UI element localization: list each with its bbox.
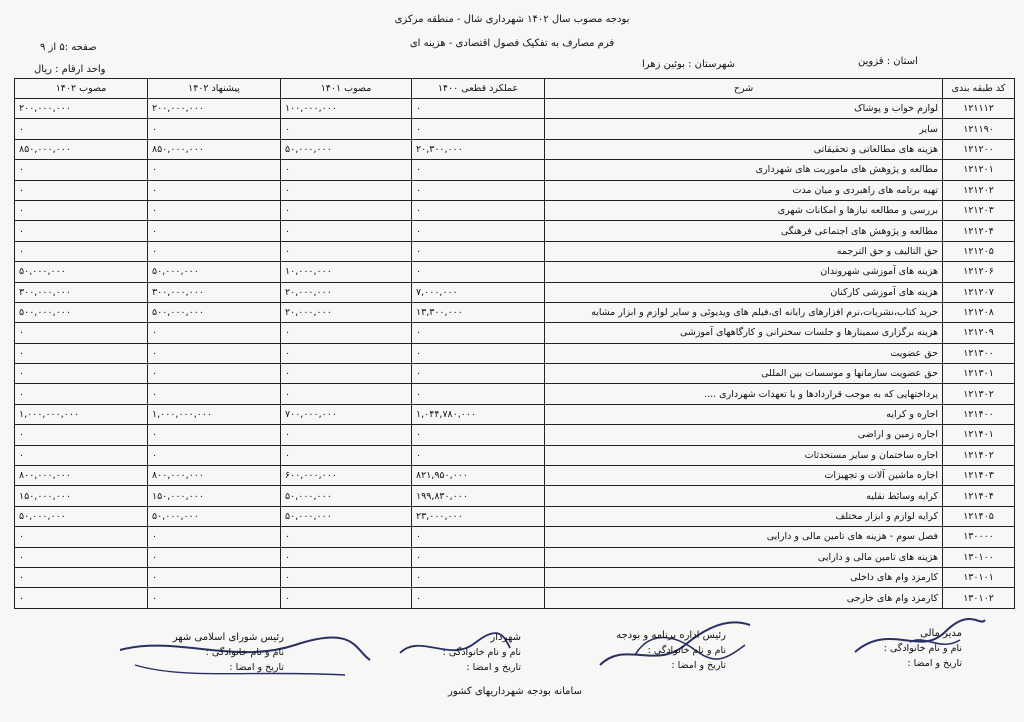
cell-code: ۱۲۱۲۰۴ [943,221,1015,241]
cell-description: اجاره ساختمان و سایر مستحدثات [545,445,943,465]
form-title-line2: فرم مصارف به تفکیک فصول اقتصادی - هزینه ای [409,38,615,49]
cell-proposed-1402: ۰ [148,384,281,404]
province-label: استان : قزوین [858,56,918,67]
table-row [15,160,1015,180]
column-header: شرح [545,79,943,99]
cell-description: اجاره و کرایه [545,404,943,424]
cell-proposed-1402: ۸۰۰,۰۰۰,۰۰۰ [148,466,281,486]
table-row [15,323,1015,343]
cell-approved-1401: ۲۰,۰۰۰,۰۰۰ [281,302,412,322]
cell-approved-1402: ۰ [15,241,148,261]
cell-description: هزینه های آموزشی شهروندان [545,262,943,282]
cell-actual-1400: ۰ [412,527,545,547]
signature-council-head [173,632,284,677]
cell-description: پرداختهایی که به موجب قراردادها و یا تعهدات شهرداری .... [545,384,943,404]
cell-code: ۱۲۱۳۰۰ [943,343,1015,363]
cell-proposed-1402: ۰ [148,343,281,363]
cell-description: هزینه های مطالعاتی و تحقیقاتی [545,139,943,159]
cell-description: لوازم خواب و پوشاک [545,99,943,119]
cell-approved-1401: ۰ [281,119,412,139]
cell-description: مطالعه و پژوهش های اجتماعی فرهنگی [545,221,943,241]
unit-label: واحد ارقام : ریال [34,64,106,75]
cell-approved-1402: ۰ [15,343,148,363]
cell-approved-1402: ۰ [15,527,148,547]
cell-actual-1400: ۰ [412,221,545,241]
cell-actual-1400: ۰ [412,241,545,261]
cell-proposed-1402: ۵۰,۰۰۰,۰۰۰ [148,262,281,282]
cell-approved-1401: ۱۰,۰۰۰,۰۰۰ [281,262,412,282]
table-row [15,506,1015,526]
table-row [15,302,1015,322]
cell-description: فصل سوم - هزینه های تامین مالی و دارایی [545,527,943,547]
cell-approved-1402: ۰ [15,567,148,587]
column-header: کد طبقه بندی [943,79,1015,99]
cell-description: حق عضویت [545,343,943,363]
cell-approved-1401: ۵۰,۰۰۰,۰۰۰ [281,486,412,506]
cell-proposed-1402: ۲۰۰,۰۰۰,۰۰۰ [148,99,281,119]
cell-approved-1401: ۰ [281,588,412,608]
cell-approved-1401: ۰ [281,567,412,587]
cell-proposed-1402: ۰ [148,180,281,200]
cell-description: هزینه های تامین مالی و دارایی [545,547,943,567]
signature-date-label: تاریخ و امضا : [671,660,726,671]
table-row [15,139,1015,159]
cell-proposed-1402: ۰ [148,547,281,567]
cell-approved-1402: ۰ [15,323,148,343]
cell-approved-1401: ۰ [281,180,412,200]
cell-actual-1400: ۰ [412,445,545,465]
signature-role: رئیس شورای اسلامی شهر [172,632,284,643]
county-label: شهرستان : بوئین زهرا [642,59,735,70]
signature-name-label: نام و نام خانوادگی : [883,643,962,654]
cell-description: کارمزد وام های خارجی [545,588,943,608]
cell-approved-1401: ۶۰۰,۰۰۰,۰۰۰ [281,466,412,486]
page-number: صفحه :۵ از ۹ [40,42,97,53]
cell-code: ۱۳۰۱۰۲ [943,588,1015,608]
cell-code: ۱۲۱۲۰۲ [943,180,1015,200]
cell-proposed-1402: ۰ [148,200,281,220]
signature-name-label: نام و نام خانوادگی : [442,647,521,658]
cell-code: ۱۳۰۱۰۱ [943,567,1015,587]
cell-description: حق التالیف و حق الترجمه [545,241,943,261]
cell-approved-1402: ۸۰۰,۰۰۰,۰۰۰ [15,466,148,486]
table-row [15,425,1015,445]
table-row [15,180,1015,200]
cell-approved-1401: ۰ [281,200,412,220]
cell-proposed-1402: ۰ [148,588,281,608]
cell-actual-1400: ۰ [412,343,545,363]
table-row [15,404,1015,424]
cell-approved-1402: ۰ [15,200,148,220]
table-row [15,221,1015,241]
cell-code: ۱۲۱۲۰۳ [943,200,1015,220]
cell-approved-1401: ۰ [281,547,412,567]
cell-approved-1401: ۰ [281,527,412,547]
cell-code: ۱۲۱۲۰۸ [943,302,1015,322]
cell-proposed-1402: ۰ [148,241,281,261]
cell-proposed-1402: ۱,۰۰۰,۰۰۰,۰۰۰ [148,404,281,424]
cell-code: ۱۲۱۴۰۲ [943,445,1015,465]
table-row [15,364,1015,384]
cell-proposed-1402: ۰ [148,323,281,343]
cell-approved-1402: ۵۰۰,۰۰۰,۰۰۰ [15,302,148,322]
table-row [15,262,1015,282]
cell-code: ۱۳۰۱۰۰ [943,547,1015,567]
cell-approved-1401: ۵۰,۰۰۰,۰۰۰ [281,506,412,526]
table-row [15,466,1015,486]
signature-name-label: نام و نام خانوادگی : [647,645,726,656]
table-row [15,241,1015,261]
cell-description: مطالعه و پژوهش های ماموریت های شهرداری [545,160,943,180]
cell-approved-1402: ۸۵۰,۰۰۰,۰۰۰ [15,139,148,159]
cell-actual-1400: ۲۳,۰۰۰,۰۰۰ [412,506,545,526]
cell-code: ۱۲۱۳۰۲ [943,384,1015,404]
cell-proposed-1402: ۰ [148,445,281,465]
cell-code: ۱۲۱۴۰۴ [943,486,1015,506]
cell-proposed-1402: ۰ [148,567,281,587]
signature-mayor [443,632,521,677]
cell-approved-1402: ۳۰۰,۰۰۰,۰۰۰ [15,282,148,302]
cell-proposed-1402: ۰ [148,425,281,445]
cell-description: تهیه برنامه های راهبردی و میان مدت [545,180,943,200]
cell-actual-1400: ۰ [412,160,545,180]
cell-description: کرایه لوازم و ابزار مختلف [545,506,943,526]
signature-role: رئیس اداره برنامه و بودجه [616,630,726,641]
cell-proposed-1402: ۳۰۰,۰۰۰,۰۰۰ [148,282,281,302]
signature-date-label: تاریخ و امضا : [229,662,284,673]
cell-description: سایر [545,119,943,139]
cell-approved-1401: ۰ [281,221,412,241]
cell-description: اجاره زمین و اراضی [545,425,943,445]
cell-description: خرید کتاب،نشریات،نرم افزارهای رایانه ای،فیلم های ویدیوئی و سایر لوازم و ابزار مشابه [545,302,943,322]
budget-table [14,78,1015,609]
cell-approved-1401: ۰ [281,160,412,180]
cell-proposed-1402: ۰ [148,364,281,384]
cell-approved-1401: ۰ [281,384,412,404]
cell-actual-1400: ۰ [412,180,545,200]
cell-code: ۱۲۱۲۰۱ [943,160,1015,180]
cell-approved-1401: ۷۰۰,۰۰۰,۰۰۰ [281,404,412,424]
table-row [15,99,1015,119]
cell-code: ۱۲۱۱۹۰ [943,119,1015,139]
cell-approved-1401: ۲۰,۰۰۰,۰۰۰ [281,282,412,302]
cell-actual-1400: ۲۰,۳۰۰,۰۰۰ [412,139,545,159]
table-row [15,200,1015,220]
cell-approved-1401: ۰ [281,343,412,363]
signature-role: مدیر مالی [920,628,962,639]
cell-approved-1402: ۱۵۰,۰۰۰,۰۰۰ [15,486,148,506]
cell-actual-1400: ۰ [412,425,545,445]
cell-actual-1400: ۰ [412,567,545,587]
cell-actual-1400: ۱,۰۴۴,۷۸۰,۰۰۰ [412,404,545,424]
cell-actual-1400: ۰ [412,588,545,608]
cell-approved-1402: ۰ [15,588,148,608]
cell-code: ۱۲۱۱۱۲ [943,99,1015,119]
cell-approved-1401: ۰ [281,323,412,343]
table-row [15,567,1015,587]
cell-actual-1400: ۷,۰۰۰,۰۰۰ [412,282,545,302]
cell-code: ۱۲۱۳۰۱ [943,364,1015,384]
cell-code: ۱۲۱۴۰۱ [943,425,1015,445]
cell-approved-1401: ۰ [281,425,412,445]
cell-approved-1402: ۰ [15,384,148,404]
table-row [15,119,1015,139]
cell-code: ۱۲۱۴۰۳ [943,466,1015,486]
cell-approved-1401: ۵۰,۰۰۰,۰۰۰ [281,139,412,159]
cell-approved-1402: ۰ [15,180,148,200]
table-row [15,445,1015,465]
cell-approved-1402: ۲۰۰,۰۰۰,۰۰۰ [15,99,148,119]
cell-description: اجاره ماشین آلات و تجهیزات [545,466,943,486]
signature-name-label: نام و نام خانوادگی : [205,647,284,658]
cell-approved-1402: ۰ [15,364,148,384]
cell-code: ۱۲۱۲۰۷ [943,282,1015,302]
cell-code: ۱۲۱۴۰۰ [943,404,1015,424]
cell-description: هزینه برگزاری سمینارها و جلسات سخنرانی و کارگاههای آموزشی [545,323,943,343]
column-header: مصوب ۱۴۰۲ [15,79,148,99]
cell-proposed-1402: ۵۰,۰۰۰,۰۰۰ [148,506,281,526]
cell-description: هزینه های آموزشی کارکنان [545,282,943,302]
signature-finance-manager [884,628,962,673]
table-row [15,343,1015,363]
cell-actual-1400: ۰ [412,547,545,567]
cell-approved-1402: ۰ [15,160,148,180]
table-row [15,527,1015,547]
form-title-line1: بودجه مصوب سال ۱۴۰۲ شهرداری شال - منطقه مرکزی [394,14,630,25]
cell-description: حق عضویت سازمانها و موسسات بین المللی [545,364,943,384]
table-row [15,547,1015,567]
cell-proposed-1402: ۰ [148,119,281,139]
cell-actual-1400: ۰ [412,262,545,282]
cell-approved-1402: ۰ [15,445,148,465]
cell-proposed-1402: ۸۵۰,۰۰۰,۰۰۰ [148,139,281,159]
footer-system-name: سامانه بودجه شهرداریهای کشور [448,686,582,697]
cell-actual-1400: ۰ [412,384,545,404]
signature-date-label: تاریخ و امضا : [466,662,521,673]
cell-code: ۱۲۱۲۰۹ [943,323,1015,343]
cell-proposed-1402: ۱۵۰,۰۰۰,۰۰۰ [148,486,281,506]
signature-date-label: تاریخ و امضا : [907,658,962,669]
table-row [15,384,1015,404]
cell-code: ۱۲۱۲۰۶ [943,262,1015,282]
column-header: عملکرد قطعی ۱۴۰۰ [412,79,545,99]
cell-approved-1402: ۰ [15,119,148,139]
cell-code: ۱۳۰۰۰۰ [943,527,1015,547]
cell-actual-1400: ۰ [412,99,545,119]
table-header-row [15,79,1015,99]
cell-approved-1401: ۰ [281,445,412,465]
cell-approved-1402: ۱,۰۰۰,۰۰۰,۰۰۰ [15,404,148,424]
column-header: پیشنهاد ۱۴۰۲ [148,79,281,99]
cell-actual-1400: ۱۹۹,۸۳۰,۰۰۰ [412,486,545,506]
cell-proposed-1402: ۰ [148,221,281,241]
signature-role: شهردار [490,632,521,643]
column-header: مصوب ۱۴۰۱ [281,79,412,99]
cell-approved-1401: ۰ [281,364,412,384]
cell-description: کارمزد وام های داخلی [545,567,943,587]
table-row [15,282,1015,302]
cell-code: ۱۲۱۴۰۵ [943,506,1015,526]
table-row [15,486,1015,506]
cell-description: بررسی و مطالعه نیازها و امکانات شهری [545,200,943,220]
cell-actual-1400: ۸۲۱,۹۵۰,۰۰۰ [412,466,545,486]
cell-approved-1401: ۰ [281,241,412,261]
cell-approved-1402: ۵۰,۰۰۰,۰۰۰ [15,262,148,282]
signature-budget-office-head [616,630,726,675]
cell-actual-1400: ۰ [412,119,545,139]
cell-proposed-1402: ۰ [148,527,281,547]
cell-approved-1401: ۱۰۰,۰۰۰,۰۰۰ [281,99,412,119]
cell-approved-1402: ۵۰,۰۰۰,۰۰۰ [15,506,148,526]
cell-approved-1402: ۰ [15,547,148,567]
cell-actual-1400: ۰ [412,200,545,220]
cell-code: ۱۲۱۲۰۰ [943,139,1015,159]
table-row [15,588,1015,608]
cell-actual-1400: ۰ [412,323,545,343]
cell-proposed-1402: ۵۰۰,۰۰۰,۰۰۰ [148,302,281,322]
cell-actual-1400: ۱۳,۳۰۰,۰۰۰ [412,302,545,322]
cell-approved-1402: ۰ [15,221,148,241]
cell-description: کرایه وسائط نقلیه [545,486,943,506]
cell-actual-1400: ۰ [412,364,545,384]
cell-code: ۱۲۱۲۰۵ [943,241,1015,261]
cell-proposed-1402: ۰ [148,160,281,180]
cell-approved-1402: ۰ [15,425,148,445]
